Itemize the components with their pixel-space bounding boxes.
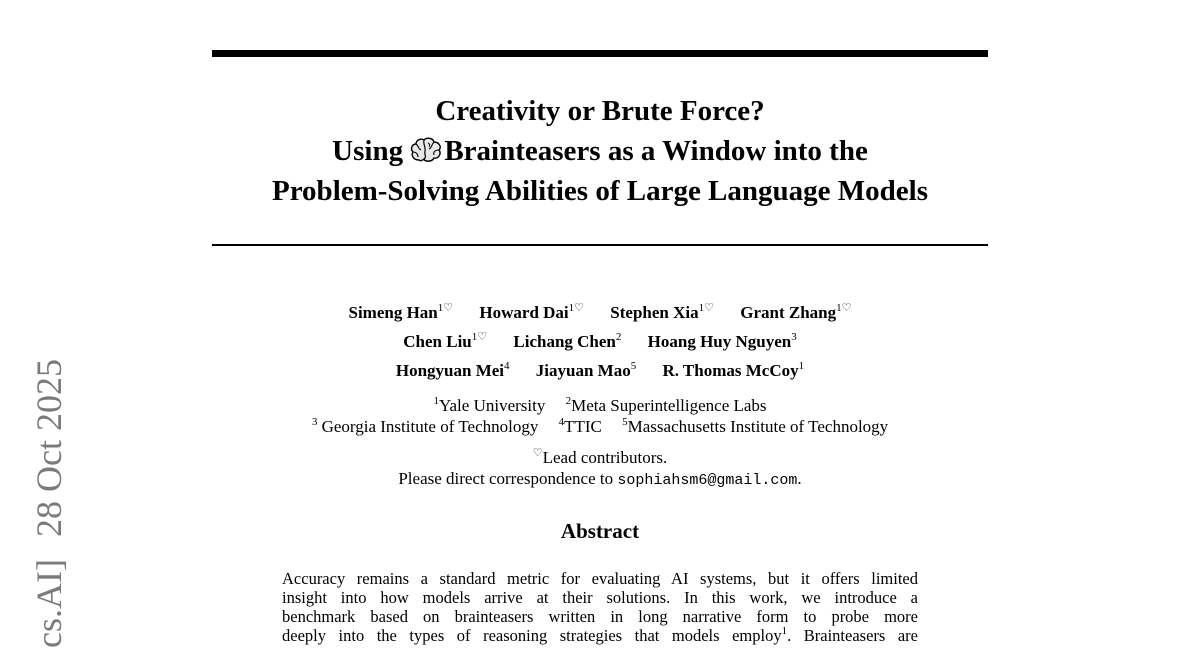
author-name: Stephen Xia	[610, 303, 699, 322]
affiliation-name: Massachusetts Institute of Technology	[627, 417, 889, 436]
author-row	[212, 356, 988, 385]
footnote-sup[interactable]: 1	[781, 625, 788, 637]
affiliation-row	[212, 416, 988, 437]
author-affil-sup: 1	[798, 360, 805, 372]
affiliation-name: Yale University	[438, 396, 546, 415]
affiliation-name: Georgia Institute of Technology	[317, 417, 539, 436]
affiliation-sup: 5	[622, 416, 628, 428]
author	[648, 327, 797, 356]
author-name: Chen Liu	[403, 332, 472, 351]
title-line-3: Problem-Solving Abilities of Large Language Models	[272, 175, 928, 207]
affiliation	[559, 416, 602, 437]
author-name: Howard Dai	[479, 303, 569, 322]
author-row	[212, 327, 988, 356]
title-line-2	[212, 131, 988, 171]
author-name: Simeng Han	[348, 303, 438, 322]
author-name: Lichang Chen	[513, 332, 616, 351]
arxiv-date: 28 Oct 2025	[29, 359, 69, 538]
author-list	[212, 298, 988, 385]
correspondence-email[interactable]: sophiahsm6@gmail.com	[617, 472, 798, 489]
affiliation-sup: 1	[433, 395, 439, 407]
title-line-2-prefix: Using	[332, 135, 411, 167]
abstract-line-text: deeply into the types of reasoning strategies that models employ	[282, 626, 782, 645]
author-affil-sup: 2	[615, 331, 622, 343]
arxiv-stamp	[28, 337, 70, 648]
author	[479, 298, 584, 327]
author	[396, 356, 510, 385]
author	[662, 356, 804, 385]
affiliation	[622, 416, 888, 437]
author-affil-sup: 1♡	[437, 302, 454, 314]
author-affil-sup: 1♡	[836, 302, 852, 314]
correspondence-line	[212, 468, 988, 491]
abstract-heading: Abstract	[560, 519, 640, 543]
abstract-line: Accuracy remains a standard metric for evaluating AI systems, but it offers limited	[282, 569, 918, 588]
author-name: Hoang Huy Nguyen	[647, 332, 792, 351]
title-bottom-rule	[212, 244, 988, 246]
lead-contributors-text: Lead contributors.	[542, 448, 668, 467]
contributions-note	[212, 447, 988, 491]
affiliation	[312, 416, 539, 437]
title-line-1: Creativity or Brute Force?	[435, 95, 765, 127]
author-affil-sup: 1♡	[471, 331, 488, 343]
arxiv-category: cs.AI]	[29, 559, 69, 648]
correspondence-suffix: .	[797, 469, 802, 488]
brain-icon	[410, 137, 442, 163]
abstract-line: benchmark based on brainteasers written in long narrative form to probe more	[282, 607, 918, 626]
abstract-line-tail: . Brainteasers are	[787, 626, 918, 645]
author	[513, 327, 621, 356]
abstract-line	[282, 626, 918, 645]
correspondence-prefix: Please direct correspondence to	[398, 469, 618, 488]
author	[740, 298, 851, 327]
affiliation-sup: 4	[558, 416, 565, 428]
author-affil-sup: 5	[630, 360, 637, 372]
heart-sup: ♡	[532, 447, 543, 459]
author-row	[212, 298, 988, 327]
abstract-line: insight into how models arrive at their solutions. In this work, we introduce a	[282, 588, 918, 607]
author-affil-sup: 4	[504, 360, 510, 372]
title-top-rule	[212, 50, 988, 57]
author-affil-sup: 3	[791, 331, 797, 343]
author-affil-sup: 1♡	[698, 302, 714, 314]
affiliation	[566, 395, 767, 416]
author-name: R. Thomas McCoy	[662, 361, 799, 380]
lead-contributors-line	[212, 447, 988, 468]
paper-page	[212, 50, 988, 645]
affiliation-sup: 3	[311, 416, 318, 428]
author	[536, 356, 636, 385]
paper-title	[212, 91, 988, 211]
author	[610, 298, 714, 327]
author-affil-sup: 1♡	[568, 302, 585, 314]
author-name: Jiayuan Mao	[535, 361, 631, 380]
author	[403, 327, 487, 356]
affiliation-sup: 2	[565, 395, 572, 407]
author-name: Hongyuan Mei	[395, 361, 505, 380]
affiliation-name: TTIC	[564, 417, 602, 436]
affiliation	[433, 395, 545, 416]
affiliation-name: Meta Superintelligence Labs	[571, 396, 767, 415]
author-name: Grant Zhang	[740, 303, 837, 322]
abstract-body	[282, 569, 918, 645]
affiliation-row	[212, 395, 988, 416]
affiliations	[212, 395, 988, 437]
title-line-2-rest: Brainteasers as a Window into the	[444, 135, 868, 167]
author	[349, 298, 454, 327]
